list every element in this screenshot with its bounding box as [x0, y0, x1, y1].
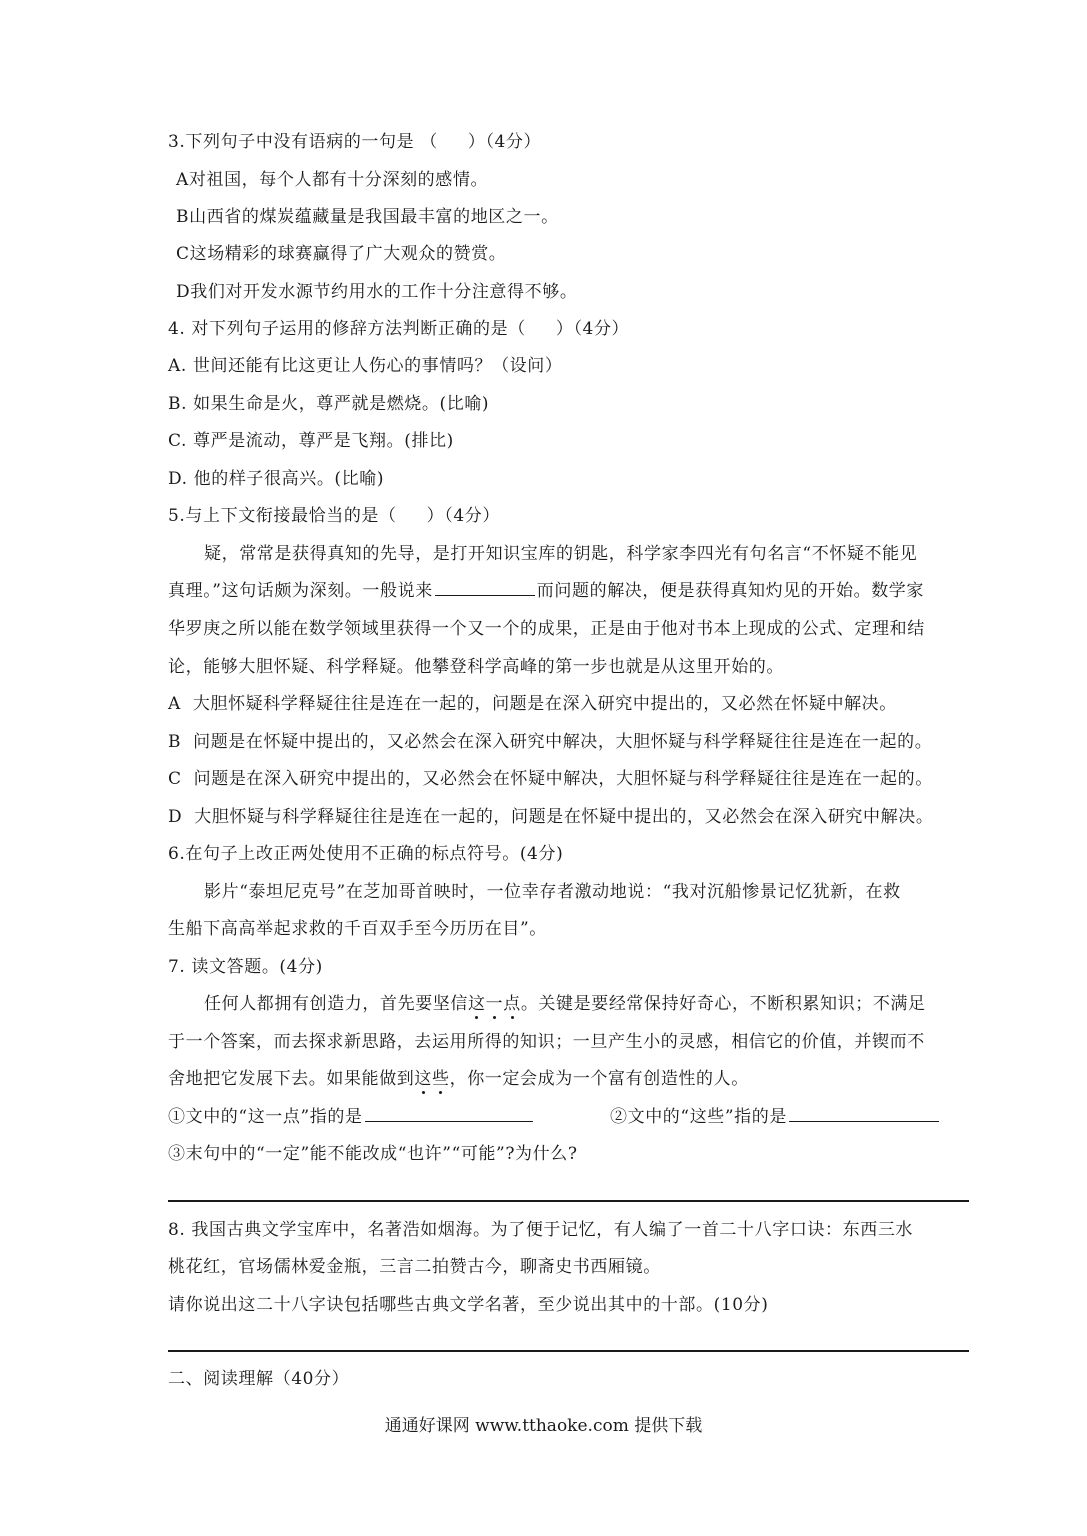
q7-subquestion-2: ②文中的“这些”指的是 [610, 1106, 941, 1128]
q6-passage-line1: 影片“泰坦尼克号”在芝加哥首映时，一位幸存者激动地说：“我对沉船惨景记忆犹新，在救 [204, 882, 901, 902]
q6-passage-line2: 生船下高高举起求救的千百双手至今历历在目”。 [168, 919, 547, 939]
q7-subquestion-3: ③末句中的“一定”能不能改成“也许”“可能”?为什么? [168, 1144, 578, 1164]
q5-passage-line3: 华罗庚之所以能在数学领域里获得一个又一个的成果，正是由于他对书本上现成的公式、定理和结 [168, 619, 925, 639]
q7-answer-blank-1[interactable] [365, 1107, 533, 1122]
q3-option-a: A对祖国，每个人都有十分深刻的感情。 [176, 170, 489, 190]
q5-option-a: A 大胆怀疑科学释疑往往是连在一起的，问题是在深入研究中提出的，又必然在怀疑中解决。 [168, 694, 897, 714]
q8-answer-line[interactable] [168, 1350, 969, 1352]
q5-passage-line2: 真理。”这句话颇为深刻。一般说来 而问题的解决，便是获得真知灼见的开始。数学家 [168, 581, 924, 601]
q6-stem: 6.在句子上改正两处使用不正确的标点符号。(4分) [168, 844, 564, 864]
q4-option-b: B. 如果生命是火，尊严就是燃烧。(比喻) [168, 394, 490, 414]
q7-passage-line2: 于一个答案，而去探求新思路，去运用所得的知识；一旦产生小的灵感，相信它的价值，并锲而不 [168, 1032, 925, 1052]
q5-passage-line1: 疑，常常是获得真知的先导，是打开知识宝库的钥匙，科学家李四光有句名言“不怀疑不能见 [204, 544, 918, 564]
q5-stem: 5.与上下文衔接最恰当的是（ ）（4分） [168, 506, 500, 526]
q7-subquestion-1: ①文中的“这一点”指的是 [168, 1106, 535, 1128]
section-2-heading: 二、阅读理解（40分） [168, 1369, 350, 1389]
q4-option-c: C. 尊严是流动，尊严是飞翔。(排比) [168, 431, 454, 451]
q7-stem: 7. 读文答题。(4分) [168, 957, 323, 977]
q7-passage-line1: 任何人都拥有创造力，首先要坚信这一点。关键是要经常保持好奇心，不断积累知识；不满足 [204, 994, 926, 1014]
q4-option-a: A. 世间还能有比这更让人伤心的事情吗？（设问） [168, 356, 563, 376]
q5-passage-line4: 论，能够大胆怀疑、科学释疑。他攀登科学高峰的第一步也就是从这里开始的。 [168, 657, 784, 677]
q5-option-d: D 大胆怀疑与科学释疑往往是连在一起的，问题是在怀疑中提出的，又必然会在深入研究中解决。 [168, 807, 934, 827]
q8-line1: 8. 我国古典文学宝库中，名著浩如烟海。为了便于记忆，有人编了一首二十八字口诀：东西三水 [168, 1220, 914, 1240]
q5-option-c: C 问题是在深入研究中提出的，又必然会在怀疑中解决，大胆怀疑与科学释疑往往是连在一起的。 [168, 769, 933, 789]
q3-stem: 3.下列句子中没有语病的一句是 （ ）（4分） [168, 132, 542, 152]
q3-option-b: B山西省的煤炭蕴藏量是我国最丰富的地区之一。 [176, 207, 559, 227]
q3-option-c: C这场精彩的球赛赢得了广大观众的赞赏。 [176, 244, 507, 264]
q7-passage-line3: 舍地把它发展下去。如果能做到这些，你一定会成为一个富有创造性的人。 [168, 1069, 749, 1089]
q5-answer-blank[interactable] [435, 581, 535, 596]
q3-option-d: D我们对开发水源节约用水的工作十分注意得不够。 [176, 282, 578, 302]
q4-stem: 4. 对下列句子运用的修辞方法判断正确的是（ ）（4分） [168, 319, 630, 339]
q8-line2: 桃花红，官场儒林爱金瓶，三言二拍赞古今，聊斋史书西厢镜。 [168, 1257, 661, 1277]
q5-option-b: B 问题是在怀疑中提出的，又必然会在深入研究中解决，大胆怀疑与科学释疑往往是连在一起的。 [168, 732, 933, 752]
q4-option-d: D. 他的样子很高兴。(比喻) [168, 469, 385, 489]
q7-answer-line[interactable] [168, 1200, 969, 1202]
q7-answer-blank-2[interactable] [789, 1107, 939, 1122]
page-footer: 通通好课网 www.tthaoke.com 提供下载 [384, 1416, 703, 1436]
q8-line3: 请你说出这二十八字诀包括哪些古典文学名著，至少说出其中的十部。(10分) [168, 1295, 769, 1315]
